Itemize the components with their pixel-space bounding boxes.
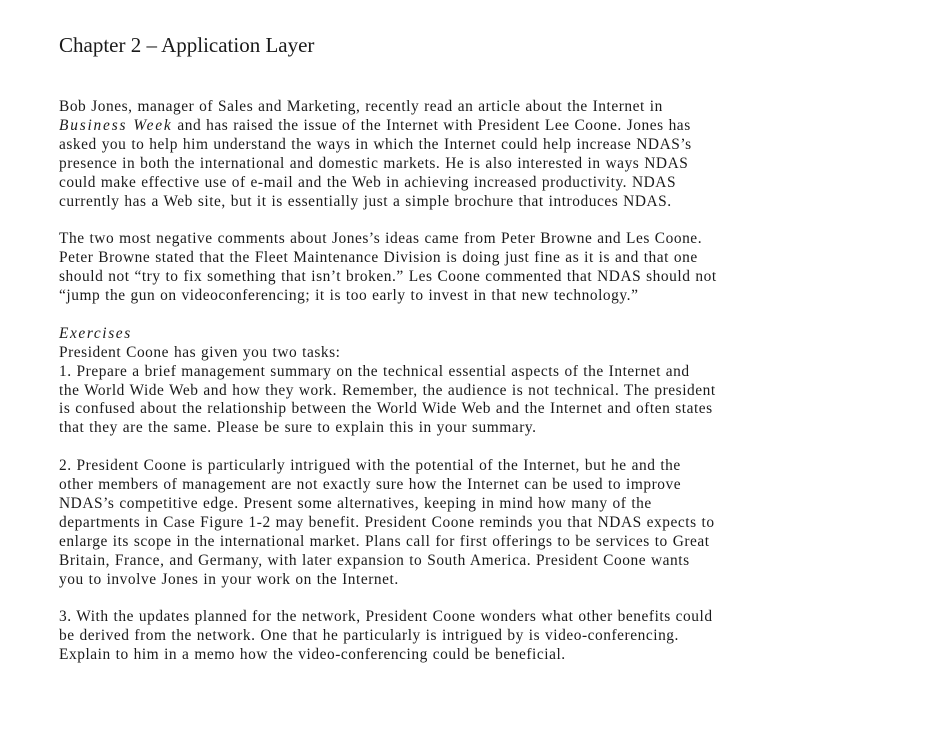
task-3-line: Explain to him in a memo how the video-conferencing could be beneficial. xyxy=(59,646,566,664)
paragraph-line: currently has a Web site, but it is essentially just a simple brochure that introduces NDAS. xyxy=(59,192,672,210)
task-2-line: NDAS’s competitive edge. Present some alternatives, keeping in mind how many of the xyxy=(59,494,652,512)
exercises-intro: President Coone has given you two tasks: xyxy=(59,343,341,361)
paragraph-line-text: and has raised the issue of the Internet with President Lee Coone. Jones has xyxy=(172,116,691,134)
task-1-line: the World Wide Web and how they work. Remember, the audience is not technical. The president xyxy=(59,381,716,399)
task-3 xyxy=(59,608,859,665)
paragraph-line: asked you to help him understand the ways in which the Internet could help increase NDAS’s xyxy=(59,135,692,153)
task-2-line: departments in Case Figure 1-2 may benefit. President Coone reminds you that NDAS expects to xyxy=(59,513,715,531)
paragraph-line: should not “try to fix something that isn’t broken.” Les Coone commented that NDAS should not xyxy=(59,268,717,286)
task-1-line: that they are the same. Please be sure to explain this in your summary. xyxy=(59,419,537,437)
task-2-line: other members of management are not exactly sure how the Internet can be used to improve xyxy=(59,476,682,494)
chapter-title: Chapter 2 – Application Layer xyxy=(59,33,315,57)
paragraph-line xyxy=(59,117,859,136)
paragraph-line: could make effective use of e-mail and the Web in achieving increased productivity. NDAS xyxy=(59,173,677,191)
paragraph-line: The two most negative comments about Jones’s ideas came from Peter Browne and Les Coone. xyxy=(59,230,703,248)
task-2 xyxy=(59,457,859,589)
paragraph-line: Bob Jones, manager of Sales and Marketing, recently read an article about the Internet in xyxy=(59,98,663,115)
task-2-line: enlarge its scope in the international market. Plans call for first offerings to be services to Great xyxy=(59,532,710,550)
paragraph-line: “jump the gun on videoconferencing; it is too early to invest in that new technology.” xyxy=(59,287,639,305)
publication-title: Business Week xyxy=(59,116,173,134)
task-2-line: Britain, France, and Germany, with later expansion to South America. President Coone wants xyxy=(59,551,690,569)
task-1-line: 1. Prepare a brief management summary on the technical essential aspects of the Internet and xyxy=(59,362,690,380)
task-2-line: 2. President Coone is particularly intrigued with the potential of the Internet, but he and the xyxy=(59,457,681,475)
paragraph-comments xyxy=(59,230,859,306)
exercises-section xyxy=(59,325,859,438)
task-3-line: be derived from the network. One that he particularly is intrigued by is video-conferencing. xyxy=(59,627,679,645)
task-1-line: is confused about the relationship between the World Wide Web and the Internet and often states xyxy=(59,400,713,418)
paragraph-background xyxy=(59,98,859,211)
task-2-line: you to involve Jones in your work on the Internet. xyxy=(59,570,399,588)
exercises-heading: Exercises xyxy=(59,324,132,342)
paragraph-line: Peter Browne stated that the Fleet Maintenance Division is doing just fine as it is and that one xyxy=(59,249,698,267)
document-page xyxy=(59,30,859,684)
paragraph-line: presence in both the international and domestic markets. He is also interested in ways NDAS xyxy=(59,154,689,172)
task-3-line: 3. With the updates planned for the network, President Coone wonders what other benefits could xyxy=(59,608,713,626)
